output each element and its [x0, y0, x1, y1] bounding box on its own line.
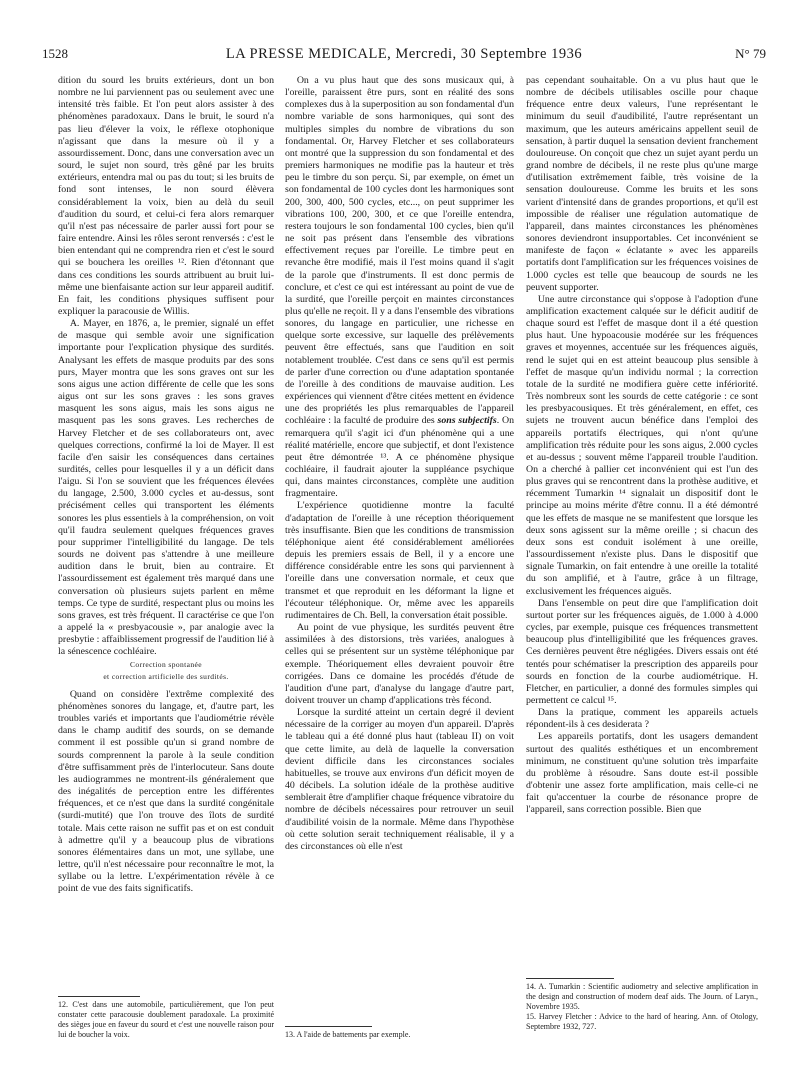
footnote-rule	[285, 1026, 372, 1027]
footnote-rule	[58, 996, 140, 997]
paragraph: Les appareils portatifs, dont les usagers demandent surtout des qualités esthétiques et un encombrement minimum, ne constituent qu'une solution très imparfaite du problème à résoudre. Sans doute est-il possible d'obtenir une assez forte amplification, mais celle-ci ne fait qu'accentuer la courbe de résonance propre de l'appareil, sans correction possible. Bien que	[526, 731, 758, 816]
paragraph: dition du sourd les bruits extérieurs, dont un bon nombre ne lui parviennent pas ou seulement avec une intensité très faible. Et l'on peut alors assister à des phénomènes paradoxaux. Dans le bruit, le sourd n'a pas lieu d'élever la voix, le réflexe otophonique n'agissant que dans la mesure où il y a assourdissement. Donc, dans une conversation avec un sourd, le sujet non sourd, très gêné par les bruits extérieurs, entendra mal ou pas du tout; si les bruits de fond sont intenses, le non sourd élèvera considérablement la voix, bien au delà du seuil d'audition du sourd, et celui-ci fera alors remarquer qu'il n'est pas nécessaire de parler aussi fort pour se faire entendre. Ainsi les rôles seront renversés : c'est le bien entendant qui ne comprendra rien et c'est le sourd qui se bouchera les oreilles ¹². Rien d'étonnant que dans ces conditions les sourds attribuent au bruit lui-même une bienfaisante action sur leur appareil auditif. En fait, les conditions physiques suffisent pour expliquer la paracousie de Willis.	[58, 75, 274, 317]
page-header	[42, 46, 766, 68]
footnote-area	[58, 990, 274, 1040]
column-right	[526, 75, 758, 1040]
journal-title: LA PRESSE MEDICALE, Mercredi, 30 Septembre 1936	[225, 46, 583, 62]
emphasis-text: sons subjectifs	[437, 415, 497, 427]
paragraph: Une autre circonstance qui s'oppose à l'adoption d'une amplification exactement calquée sur le déficit auditif de chaque sourd est l'effet de masque dont il a été question plus haut. Une hypoacousie modérée sur les fréquences graves et moyennes, accentuée sur les fréquences aiguës, rend le sujet qui en est atteint beaucoup plus sensible à l'effet de masque qu'un individu normal ; la correction totale de la surdité ne modifiera guère cette infériorité. Très nombreux sont les sourds de cette catégorie : ce sont les presbyacousiques. Et très généralement, en effet, ces sujets ne trouvent aucun bénéfice dans l'emploi des appareils portatifs électriques, qui n'ont qu'une amplification très réduite pour les sons aigus, 2.000 cycles et au-dessus ; souvent même l'appareil trouble l'audition. On a cherché à pallier cet inconvénient qui est l'un des plus graves qui se rencontrent dans la prothèse auditive, et récemment Tumarkin ¹⁴ signalait un dispositif dont le principe au moins mérite d'être connu. Il a été démontré que les effets de masque ne se manifestent que lorsque les deux sons agissent sur la même oreille ; si chacun des deux sons est conduit isolément à une oreille, l'assourdissement n'existe plus. Dans le dispositif que signale Tumarkin, on fait entendre à une oreille la totalité du son amplifié, et à l'autre, grâce à un filtrage, exclusivement les fréquences aiguës.	[526, 293, 758, 597]
paragraph	[285, 75, 514, 500]
footnote: 13. A l'aide de battements par exemple.	[285, 1030, 411, 1039]
section-heading: Correction spontanée	[130, 659, 202, 669]
paragraph-text: . On remarquera qu'il s'agit ici d'un phénomène qui a une réalité matérielle, encore que subjectif, et dont l'existence peut être démontrée ¹³. A ce phénomène physique cochléaire, il faudrait ajouter la suppléance psychique qui, dans maintes circonstances, complète une audition fragmentaire.	[285, 415, 514, 500]
issue-number: N° 79	[735, 46, 766, 61]
paragraph: Lorsque la surdité atteint un certain degré il devient nécessaire de la corriger au moyen d'un appareil. D'après le tableau qui a été donné plus haut (tableau II) on voit que cette limite, au delà de laquelle la conversation devient difficile dans les circonstances sociales habituelles, se trouve aux environs d'un déficit moyen de 40 décibels. La solution idéale de la prothèse auditive semblerait être d'amplifier chaque fréquence vibratoire du nombre de décibels nécessaires pour retrouver un seuil d'audibilité voisin de la normale. Même dans l'hypothèse où cette solution serait techniquement réalisable, il y a des circonstances où elle n'est	[285, 707, 514, 852]
page-number: 1528	[42, 46, 68, 61]
paragraph: L'expérience quotidienne montre la faculté d'adaptation de l'oreille à une réception théoriquement très insuffisante. Bien que les conditions de transmission téléphonique aient été considérablement améliorées depuis les premiers essais de Bell, il y a encore une différence considérable entre les sons qui parviennent à l'oreille dans une conversation normale, et ceux que transmet et que reproduit en les déformant la ligne et l'écouteur téléphonique. Or, même avec les appareils rudimentaires de Ch. Bell, la conversation était possible.	[285, 500, 514, 621]
paragraph: pas cependant souhaitable. On a vu plus haut que le nombre de décibels utilisables oscille pour chaque fréquence entre deux valeurs, l'une représentant le minimum du seuil d'audibilité, l'autre représentant un maximum, que les auteurs américains appellent seuil de sensation, à partir duquel la sensation devient franchement douloureuse. On conçoit que chez un sujet ayant perdu un grand nombre de décibels, il ne reste plus qu'une marge d'utilisation extrêmement faible, très voisine de la sensation douloureuse. Comme les bruits et les sons varient d'intensité dans de grandes proportions, et qu'il est impossible de réaliser une régulation automatique de l'appareil, dans maintes circonstances les phénomènes sonores deviendront insupportables. Cet inconvénient se manifeste de façon « éclatante » avec les appareils portatifs dont l'amplification sur les fréquences voisines de 1.000 cycles est telle que beaucoup de sourds ne les peuvent supporter.	[526, 75, 758, 293]
paragraph: Dans l'ensemble on peut dire que l'amplification doit surtout porter sur les fréquences aiguës, de 1.000 à 4.000 cycles, par exemple, puisque ces fréquences transmettent beaucoup plus d'intelligibilité que les fréquences graves. Ces dernières peuvent être négligées. Divers essais ont été tentés pour schématiser la prescription des appareils pour sourds en fonction de la courbe audiométrique. H. Fletcher, en particulier, a donné des formules simples qui permettent ce calcul ¹⁵.	[526, 597, 758, 706]
paragraph: Quand on considère l'extrême complexité des phénomènes sonores du langage, et, d'autre part, les troubles variés et importants que l'audiométrie révèle dans le champ auditif des sourds, on se demande comment il est possible qu'un si grand nombre de sourds comprennent la parole à la seule condition d'être suffisamment près de l'interlocuteur. Sans doute les audiogrammes ne montrent-ils généralement que des inégalités de perception entre les différentes fréquences, et ce n'est que dans la surdité congénitale (surdi-mutité) que l'on trouve des îlots de surdité totale. Mais cette raison ne suffit pas et on est conduit à admettre qu'il y a beaucoup plus de vibrations sonores élémentaires dans un mot, une syllabe, une lettre, qu'il n'est nécessaire pour reconnaître le mot, la syllabe ou la lettre. L'expérimentation révèle à ce point de vue des faits significatifs.	[58, 688, 274, 895]
footnote-area	[285, 1020, 514, 1040]
paragraph-text: On a vu plus haut que des sons musicaux qui, à l'oreille, paraissent être purs, sont en réalité des sons complexes dus à la superposition au son fondamental d'un nombre variable de sons harmoniques, qui sont des multiples simples du nombre de vibrations du son fondamental. Or, Harvey Fletcher et ses collaborateurs ont montré que la suppression du son fondamental et des premiers harmoniques ne modifie pas la hauteur et très peu le timbre du son perçu. Si, par exemple, on émet un son fondamental de 100 cycles dont les harmoniques sont 200, 300, 400, 500 cycles, etc..., on peut supprimer les vibrations 100, 200, 300, et ce que l'oreille entendra, restera toujours le son fondamental 100 cycles, bien qu'il ne soit pas présent dans l'ensemble des vibrations effectivement reçues par l'oreille. Le timbre peut en revanche être modifié, mais il l'est moins quand il s'agit de la parole que d'instruments. Il est donc permis de conclure, et c'est ce qui est intéressant au point de vue de la surdité, que l'oreille perçoit en maintes circonstances plus qu'elle ne reçoit. Il y a dans l'ensemble des vibrations sonores, du langage en particulier, une richesse en quelque sorte excessive, sur laquelle des prélèvements peuvent être effectués, sans que l'audition en soit notablement troublée. C'est dans ce sens qu'il est permis de parler d'une correction ou d'une adaptation spontanée de l'oreille à des conditions de mauvaise audition. Les expériences qui viennent d'être citées mettent en évidence une des propriétés les plus remarquables de l'appareil cochléaire : la faculté de produire des	[285, 75, 514, 427]
paragraph: Au point de vue physique, les surdités peuvent être assimilées à des distorsions, très variées, analogues à celles qui se présentent sur un système téléphonique par exemple. Théoriquement elles devraient pouvoir être corrigées. Dans ce domaine les procédés d'étude de l'audition d'une part, d'analyse du langage d'autre part, doivent trouver un champ d'applications très fécond.	[285, 622, 514, 706]
section-subheading: et correction artificielle des surdités.	[103, 671, 229, 681]
paragraph: A. Mayer, en 1876, a, le premier, signalé un effet de masque qui semble avoir une signification importante pour l'explication physique des surdités. Analysant les effets de masque produits par des sons purs, Mayer montra que les sons graves ont sur les sons aigus une action différente de celle que les sons aigus ont sur les sons graves : les sons graves masquent les sons aigus, mais les sons aigus ne masquent pas les sons graves. Les recherches de Harvey Fletcher et de ses collaborateurs ont, avec quelques corrections, confirmé la loi de Mayer. Il est facile d'en saisir les conséquences dans certaines surdités, celles pour lesquelles il y a un déficit dans l'aigu. Si l'on se souvient que les fréquences élevées du langage, 2.500, 3.000 cycles et au-dessus, sont précisément celles qui transportent les éléments sonores les plus essentiels à la compréhension, on voit qu'il faudra seulement quelques fréquences graves pour supprimer l'intelligibilité du langage. De tels sourds ne doivent pas s'attendre à une meilleure audition dans le bruit, bien au contraire. Et l'assourdissement est également très marqué dans une conversation où plusieurs sujets parlent en même temps. Ce type de surdité, respectant plus ou moins les sons graves, est très fréquent. Il caractérise ce que l'on a appelé la « presbyacousie », par analogie avec la presbytie : affaiblissement progressif de l'audition lié à la sénescence cochléaire.	[58, 318, 274, 658]
column-left	[58, 75, 274, 1040]
footnote-rule	[526, 978, 614, 979]
footnote: 15. Harvey Fletcher : Advice to the hard of hearing. Ann. of Otology, Septembre 1932, 727.	[526, 1012, 758, 1031]
column-middle	[285, 75, 514, 1040]
footnote: 12. C'est dans une automobile, particulièrement, que l'on peut constater cette paracousie doublement paradoxale. La proximité des sièges joue en faveur du sourd et c'est une nouvelle raison pour lui de boucher la voix.	[58, 1000, 274, 1039]
footnote-area	[526, 972, 758, 1032]
footnote: 14. A. Tumarkin : Scientific audiometry and selective amplification in the design and construction of modern deaf aids. The Journ. of Laryn., Novembre 1935.	[526, 982, 758, 1011]
paragraph: Dans la pratique, comment les appareils actuels répondent-ils à ces desiderata ?	[526, 707, 758, 731]
